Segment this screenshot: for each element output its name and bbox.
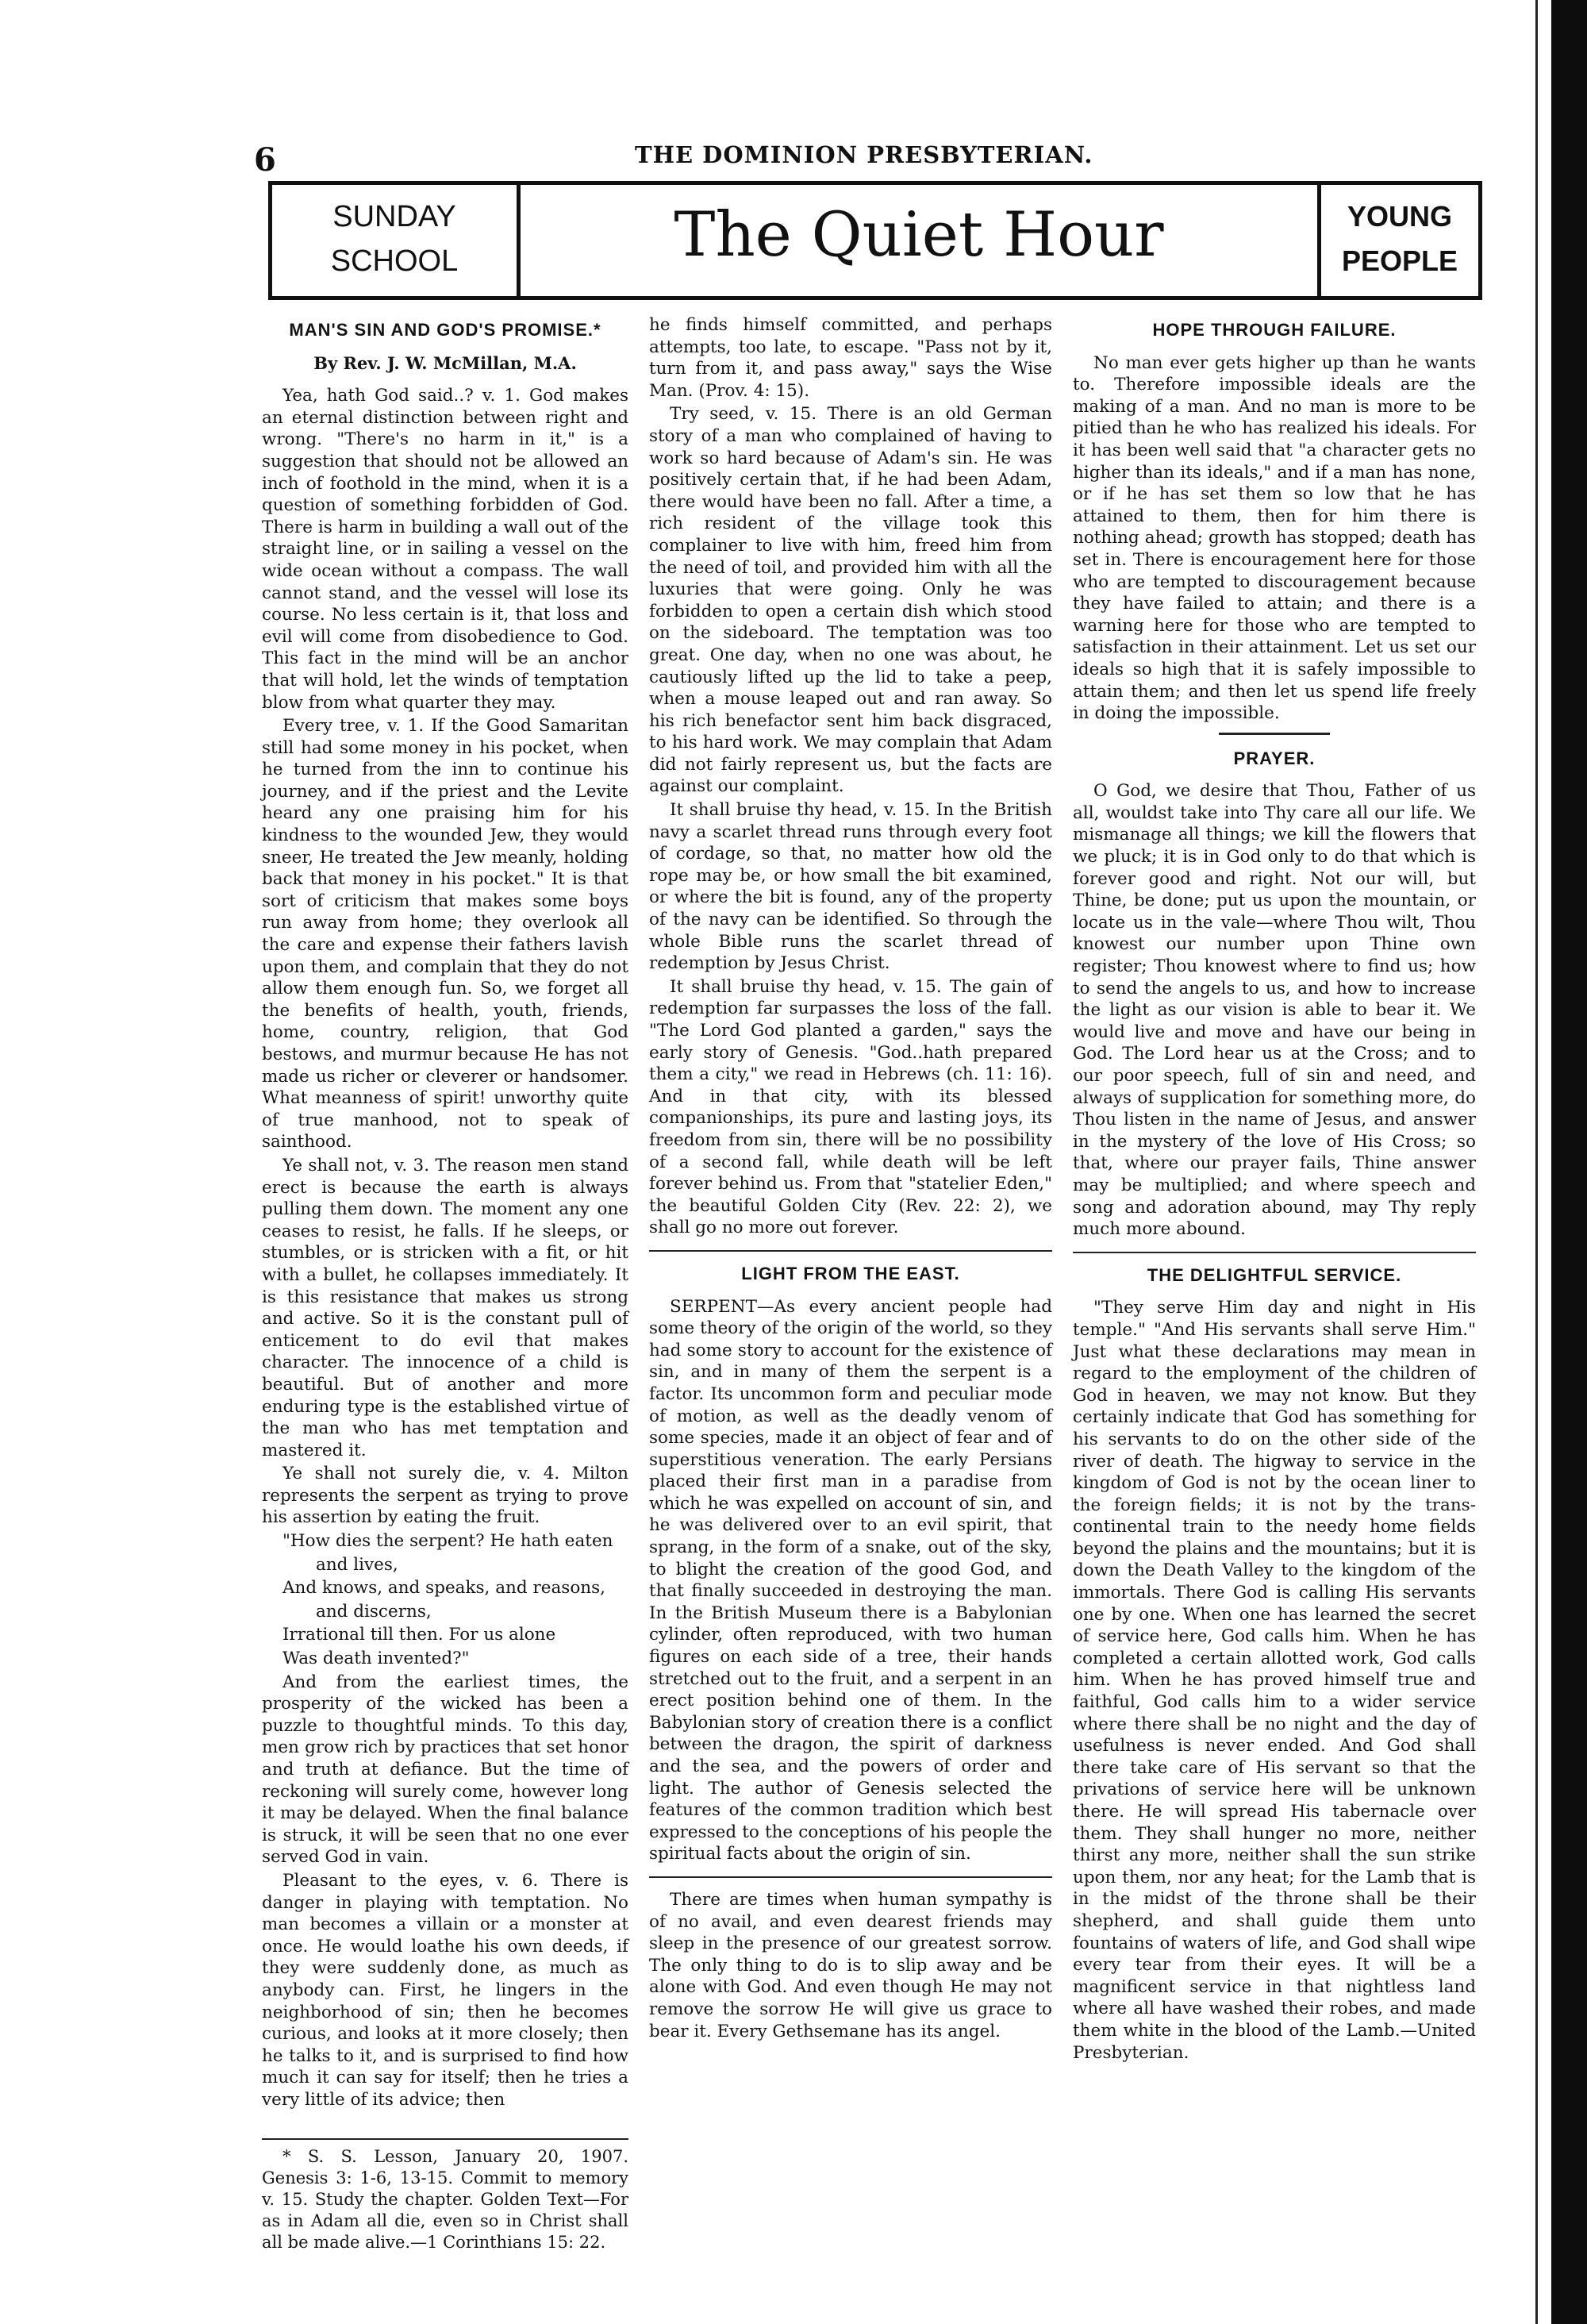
paragraph: Ye shall not surely die, v. 4. Milton represents the serpent as trying to prove his assertion by eating the fruit. bbox=[262, 1464, 628, 1528]
banner-left-box bbox=[272, 185, 521, 296]
column-1 bbox=[262, 314, 628, 2255]
article-heading: LIGHT FROM THE EAST. bbox=[741, 1263, 960, 1283]
banner-left-line2: SCHOOL bbox=[330, 244, 459, 278]
paragraph: There are times when human sympathy is of no avail, and even dearest friends may sleep in the presence of our greatest sorrow. The only thing to do is to slip away and be alone with God. And even though He may not remove the sorrow He will give us grace to bear it. Every Gethsemane has its angel. bbox=[649, 1889, 1052, 2041]
article-heading: THE DELIGHTFUL SERVICE. bbox=[1147, 1264, 1402, 1285]
column-3 bbox=[1073, 314, 1476, 2065]
page-edge-line bbox=[1535, 0, 1538, 2324]
section-rule bbox=[649, 1876, 1052, 1878]
section-rule bbox=[649, 1250, 1052, 1252]
banner-right-box bbox=[1317, 185, 1478, 296]
verse-line: and lives, bbox=[316, 1554, 398, 1575]
banner-left-line1: SUNDAY bbox=[332, 200, 456, 233]
scan-border-strip bbox=[1551, 0, 1587, 2324]
paragraph: It shall bruise thy head, v. 15. In the British navy a scarlet thread runs through every foot of cordage, so that, no matter how old the rope may be, or how small the bit examined, or where the bit is found, any of the property of the navy can be identified. So through the whole Bible runs the scarlet thread of redemption by Jesus Christ. bbox=[649, 800, 1052, 974]
paragraph: Yea, hath God said..? v. 1. God makes an eternal distinction between right and wrong. "There's no harm in it," is a suggestion that should not be allowed an inch of foothold in the mind, when it is a question of something forbidden of God. There is harm in building a wall out of the straight line, or in sailing a vessel on the wide ocean without a compass. The wall cannot stand, and the vessel will lose its course. No less certain is it, that loss and evil will come from disobedience to God. This fact in the mind will be an anchor that will hold, let the winds of temptation blow from what quarter they may. bbox=[262, 386, 628, 713]
paragraph: Try seed, v. 15. There is an old German story of a man who complained of having to work so hard because of Adam's sin. He was positively certain that, if he had been Adam, there would have been no fall. After a time, a rich resident of the village took this complainer to live with him, freed him from the need of toil, and provided him with all the luxuries that were going. Only he was forbidden to open a certain dish which stood on the sideboard. The temptation was too great. One day, when no one was about, he cautiously lifted up the lid to take a peep, when a mouse leaped out and ran away. So his rich benefactor sent him back disgraced, to his hard work. We may complain that Adam did not fairly represent us, but the facts are against our complaint. bbox=[649, 404, 1052, 797]
article-heading: PRAYER. bbox=[1233, 748, 1316, 768]
verse-line: Irrational till then. For us alone bbox=[282, 1625, 556, 1645]
footnote: * S. S. Lesson, January 20, 1907. Genesis 3: 1-6, 13-15. Commit to memory v. 15. Study the chapter. Golden Text—For as in Adam all die, even so in Christ shall all be made alive.—1 Corinthians 15: 22. bbox=[262, 2146, 628, 2252]
banner-title: The Quiet Hour bbox=[674, 199, 1164, 271]
section-banner bbox=[268, 181, 1482, 300]
footnote-rule bbox=[262, 2138, 628, 2140]
paragraph: "They serve Him day and night in His temple." "And His servants shall serve Him." Just what these declarations may mean in regard to the employment of the children of God in heaven, we may not know. But they certainly indicate that God has something for his servants to do on the other side of the river of death. The higway to service in the kingdom of God is not by the ocean liner to the foreign fields; it is not by the trans-continental train to the needy home fields beyond the plains and the mountains; but it is down the Death Valley to the kingdom of the immortals. There God is calling His servants one by one. When one has learned the secret of service here, God calls him. When he has completed a certain allotted work, God calls him. When he has proved himself true and faithful, God calls him to a wider service where there shall be no night and the day of usefulness is never ended. And God shall there take care of His servant so that the privations of service here will be unknown there. He will spread His tabernacle over them. They shall hunger no more, neither thirst any more, neither shall the sun strike upon them, nor any heat; for the Lamb that is in the midst of the throne shall be their shepherd, and shall guide them unto fountains of waters of life, and God shall wipe every tear from their eyes. It will be a magnificent service in that nightless land where all have washed their robes, and made them white in the blood of the Lamb.—United Presbyterian. bbox=[1073, 1298, 1476, 2063]
verse-line: and discerns, bbox=[316, 1601, 432, 1622]
article-byline: By Rev. J. W. McMillan, M.A. bbox=[313, 352, 577, 373]
paragraph: And from the earliest times, the prosperity of the wicked has been a puzzle to thoughtful minds. To this day, men grow rich by practices that set honor and truth at defiance. But the time of reckoning will surely come, however long it may be delayed. When the final balance is struck, it will be seen that no one ever served God in vain. bbox=[262, 1672, 628, 1868]
article-heading: MAN'S SIN AND GOD'S PROMISE.* bbox=[289, 320, 601, 340]
paragraph: Ye shall not, v. 3. The reason men stand erect is because the earth is always pulling them down. The moment any one ceases to resist, he falls. If he sleeps, or stumbles, or is stricken with a fit, or hit with a bullet, he collapses immediately. It is this resistance that makes us strong and active. So it is the constant pull of enticement to do evil that makes character. The innocence of a child is beautiful. But of another and more enduring type is the established virtue of the man who has met temptation and mastered it. bbox=[262, 1155, 628, 1460]
paragraph: O God, we desire that Thou, Father of us all, wouldst take into Thy care all our life. We mismanage all things; we kill the flowers that we pluck; it is in God only to do that which is forever good and right. Not our will, but Thine, be done; put us upon the mountain, or locate us in the vale—where Thou wilt, Thou knowest our number upon Thine own register; Thou knowest where to find us; how to send the angels to us, and how to increase the light as our vision is able to bear it. We would live and move and have our being in God. The Lord hear us at the Cross; and to our poor speech, full of sin and need, and always of supplication for something more, do Thou listen in the name of Jesus, and answer in the mystery of the love of His Cross; so that, where our prayer fails, Thine answer may be multiplied; and where speech and song and adoration abound, may Thy reply much more abound. bbox=[1073, 781, 1476, 1240]
column-2 bbox=[649, 314, 1052, 2044]
running-head: THE DOMINION PRESBYTERIAN. bbox=[635, 141, 1093, 168]
section-rule bbox=[1073, 1252, 1476, 1253]
banner-right-line1: YOUNG bbox=[1347, 200, 1452, 233]
verse-line: Was death invented?" bbox=[282, 1649, 470, 1669]
verse-line: "How dies the serpent? He hath eaten bbox=[282, 1531, 613, 1552]
verse-line: And knows, and speaks, and reasons, bbox=[282, 1578, 605, 1599]
paragraph: No man ever gets higher up than he wants to. Therefore impossible ideals are the making of a man. And no man is more to be pitied than he who has realized his ideals. For it has been well said that "a character gets no higher than its ideals," and if a man has none, or if he has set them so low that he has attained to them, then for him there is nothing ahead; growth has stopped; death has set in. There is encouragement here for those who are tempted to discouragement because they have failed to attain; and there is a warning here for those who are tempted to satisfaction in their attainment. Let us set our ideals so high that it is safely impossible to attain them; and then let us spend life freely in doing the impossible. bbox=[1073, 352, 1476, 724]
section-rule bbox=[1219, 733, 1330, 735]
paragraph: he finds himself committed, and perhaps attempts, too late, to escape. "Pass not by it, turn from it, and pass away," says the Wise Man. (Prov. 4: 15). bbox=[649, 315, 1052, 401]
banner-right-line2: PEOPLE bbox=[1341, 244, 1458, 277]
paragraph: SERPENT—As every ancient people had some theory of the origin of the world, so they had some story to account for the existence of sin, and in many of them the serpent is a factor. Its uncommon form and peculiar mode of motion, as well as the deadly venom of some species, made it an object of fear and of superstitious veneration. The early Persians placed their first man in a paradise from which he was expelled on account of sin, and he was delivered over to an evil spirit, that sprang, in the form of a snake, out of the sky, to blight the creation of the good God, and that finally succeeded in destroying the man. In the British Museum there is a Babylonian cylinder, often reproduced, with two human figures on each side of a tree, their hands stretched out to the fruit, and a serpent in an erect position behind one of them. In the Babylonian story of creation there is a conflict between the dragon, the spirit of darkness and the sea, and the powers of order and light. The author of Genesis selected the features of the common tradition which best expressed to the conceptions of his people the spiritual facts about the origin of sin. bbox=[649, 1296, 1052, 1864]
paragraph: Every tree, v. 1. If the Good Samaritan still had some money in his pocket, when he turned from the inn to continue his journey, and if the priest and the Levite heard any one praising him for his kindness to the wounded Jew, they would sneer, He treated the Jew meanly, holding back that money in his pocket." It is that sort of criticism that makes some boys run away from home; they overlook all the care and expense their fathers lavish upon them, and complain that they do not allow them enough fun. So, we forget all the benefits of health, youth, friends, home, country, religion, that God bestows, and murmur because He has not made us richer or cleverer or handsomer. What meanness of spirit! unworthy quite of true manhood, not to speak of sainthood. bbox=[262, 716, 628, 1152]
page-number: 6 bbox=[254, 141, 276, 179]
paragraph: It shall bruise thy head, v. 15. The gain of redemption far surpasses the loss of the fall. "The Lord God planted a garden," says the early story of Genesis. "God..hath prepared them a city," we read in Hebrews (ch. 11: 16). And in that city, with its blessed companionships, its pure and lasting joys, its freedom from sin, there will be no possibility of a second fall, while death will be left forever behind us. From that "statelier Eden," the beautiful Golden City (Rev. 22: 2), we shall go no more out forever. bbox=[649, 976, 1052, 1238]
paragraph: Pleasant to the eyes, v. 6. There is danger in playing with temptation. No man becomes a villain or a monster at once. He would loathe his own deeds, if they were suddenly done, as much as anybody can. First, he lingers in the neighborhood of sin; then he becomes curious, and looks at it more closely; then he talks to it, and is surprised to find how much it can say for itself; then he tries a very little of its advice; then bbox=[262, 1870, 628, 2110]
article-heading: HOPE THROUGH FAILURE. bbox=[1152, 320, 1397, 340]
